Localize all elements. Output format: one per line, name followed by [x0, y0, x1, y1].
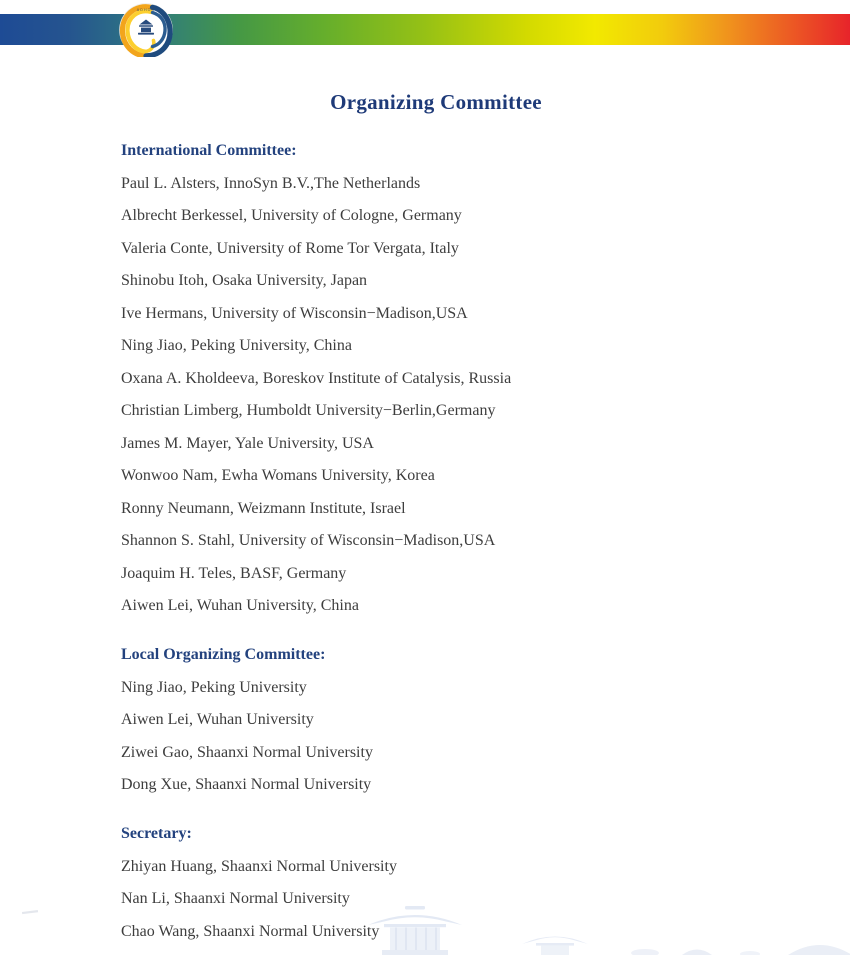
- committee-section: [121, 818, 850, 948]
- committee-sections: [0, 135, 850, 948]
- committee-member: Nan Li, Shaanxi Normal University: [121, 890, 350, 907]
- committee-member: Shinobu Itoh, Osaka University, Japan: [121, 272, 368, 289]
- committee-member: Oxana A. Kholdeeva, Boreskov Institute of Catalysis, Russia: [121, 369, 512, 387]
- committee-member: Joaquim H. Teles, BASF, Germany: [121, 564, 347, 582]
- committee-member: Ive Hermans, University of Wisconsin−Madison,USA: [121, 304, 468, 322]
- committee-member: Ning Jiao, Peking University, China: [121, 337, 352, 354]
- committee-member: Wonwoo Nam, Ewha Womans University, Korea: [121, 467, 435, 484]
- committee-member: Ziwei Gao, Shaanxi Normal University: [121, 743, 373, 761]
- committee-member: Aiwen Lei, Wuhan University: [121, 711, 314, 728]
- committee-member: Zhiyan Huang, Shaanxi Normal University: [121, 857, 397, 875]
- logo-text: ADHOC: [136, 8, 156, 13]
- committee-member: Albrecht Berkessel, University of Cologne, Germany: [121, 207, 462, 224]
- committee-member: Christian Limberg, Humboldt University−Berlin,Germany: [121, 402, 496, 419]
- committee-member: Ning Jiao, Peking University: [121, 678, 307, 696]
- committee-member: Dong Xue, Shaanxi Normal University: [121, 776, 372, 793]
- section-heading: International Committee:: [121, 142, 297, 159]
- committee-member: Ronny Neumann, Weizmann Institute, Israel: [121, 499, 406, 517]
- section-heading: Local Organizing Committee:: [121, 646, 326, 663]
- committee-member: Aiwen Lei, Wuhan University, China: [121, 597, 359, 614]
- conference-logo: [119, 3, 173, 57]
- committee-member: Valeria Conte, University of Rome Tor Vergata, Italy: [121, 239, 459, 257]
- committee-member: Chao Wang, Shaanxi Normal University: [121, 922, 380, 940]
- committee-member: James M. Mayer, Yale University, USA: [121, 434, 374, 452]
- committee-member: Shannon S. Stahl, University of Wisconsin−Madison,USA: [121, 532, 496, 549]
- committee-section: [121, 135, 850, 623]
- conference-logo-icon: [119, 3, 173, 57]
- committee-member: Paul L. Alsters, InnoSyn B.V.,The Netherlands: [121, 174, 421, 192]
- section-heading: Secretary:: [121, 825, 192, 842]
- page-title: Organizing Committee: [330, 90, 542, 114]
- committee-section: [121, 639, 850, 802]
